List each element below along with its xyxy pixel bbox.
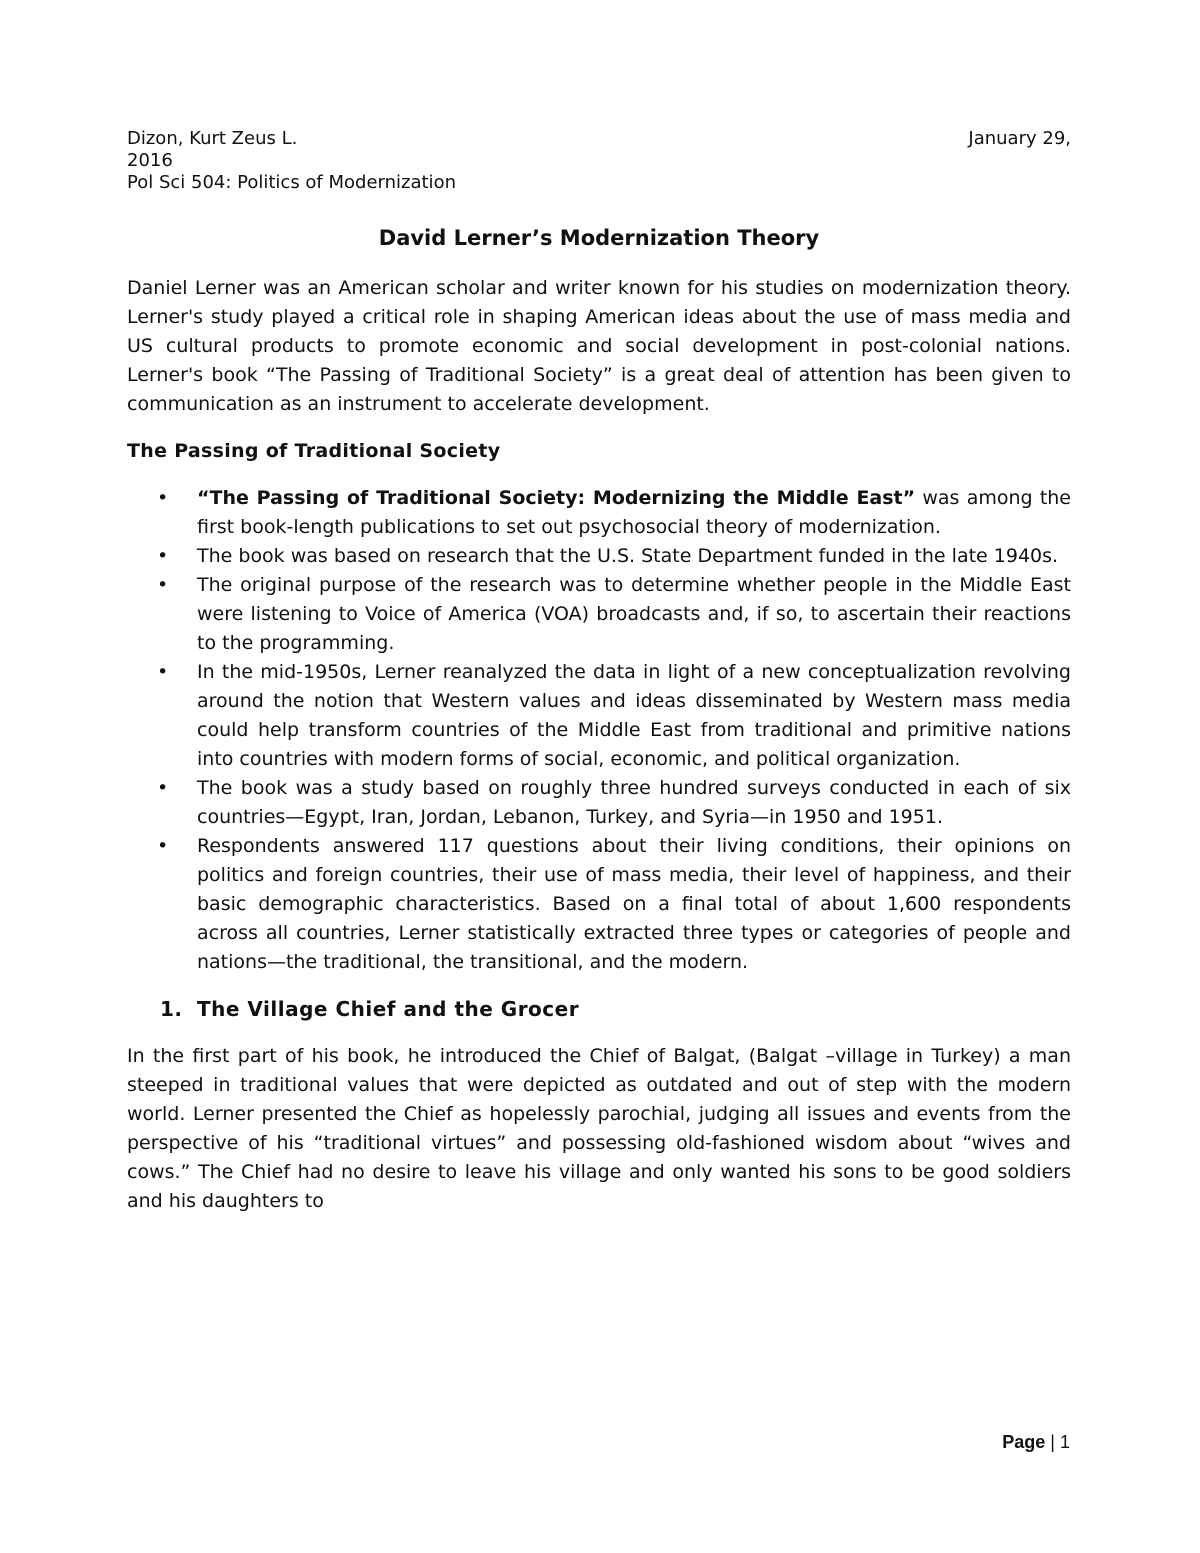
bullet-item	[127, 542, 1071, 571]
bullet-text: In the mid-1950s, Lerner reanalyzed the data in light of a new conceptualization revolving around the notion that Western values and ideas disseminated by Western mass media could help transform countries of the Middle East from traditional and primitive nations into countries with modern forms of social, economic, and political organization.	[197, 661, 1071, 770]
section-heading: The Passing of Traditional Society	[127, 440, 501, 462]
bullet-icon: •	[157, 545, 169, 567]
bullet-text: The book was based on research that the U.S. State Department funded in the late 1940s.	[197, 545, 1059, 567]
bullet-icon: •	[157, 835, 169, 857]
body-paragraph: In the first part of his book, he introduced the Chief of Balgat, (Balgat –village in Turkey) a man steeped in traditional values that were depicted as outdated and out of step with the modern world. Lerner presented the Chief as hopelessly parochial, judging all issues and events from the perspective of his “traditional virtues” and possessing old-fashioned wisdom about “wives and cows.” The Chief had no desire to leave his village and only wanted his sons to be good soldiers and his daughters to	[127, 1045, 1071, 1212]
bullet-icon: •	[157, 777, 169, 799]
bullet-item	[127, 658, 1071, 774]
bullet-icon: •	[157, 574, 169, 596]
date-year: 2016	[127, 150, 173, 171]
page-footer	[1002, 1432, 1070, 1453]
numbered-heading	[160, 995, 1071, 1024]
separator: |	[1050, 1432, 1055, 1452]
document-page	[127, 128, 1071, 1216]
document-header	[127, 128, 1071, 194]
heading-text: The Village Chief and the Grocer	[197, 997, 580, 1021]
bullet-item	[127, 832, 1071, 977]
bullet-bold-text: “The Passing of Traditional Society: Modernizing the Middle East”	[197, 487, 916, 509]
author: Dizon, Kurt Zeus L.	[127, 128, 298, 149]
date: January 29,	[968, 128, 1071, 149]
bullet-item	[127, 774, 1071, 832]
page-label: Page	[1002, 1432, 1046, 1452]
bullet-icon: •	[157, 661, 169, 683]
bullet-item	[127, 571, 1071, 658]
bullet-text: was among the first book-length publications to set out psychosocial theory of modernization.	[197, 487, 1071, 538]
bullet-item	[127, 484, 1071, 542]
bullet-text: The original purpose of the research was to determine whether people in the Middle East were listening to Voice of America (VOA) broadcasts and, if so, to ascertain their reactions to the programming.	[197, 574, 1071, 654]
bullet-text: Respondents answered 117 questions about their living conditions, their opinions on politics and foreign countries, their use of mass media, their level of happiness, and their basic demographic characteristics. Based on a final total of about 1,600 respondents across all countries, Lerner statistically extracted three types or categories of people and nations—the traditional, the transitional, and the modern.	[197, 835, 1071, 973]
course: Pol Sci 504: Politics of Modernization	[127, 172, 456, 193]
heading-number: 1.	[160, 997, 183, 1021]
page-number: 1	[1059, 1432, 1070, 1452]
document-title: David Lerner’s Modernization Theory	[378, 226, 820, 250]
bullet-text: The book was a study based on roughly three hundred surveys conducted in each of six countries—Egypt, Iran, Jordan, Lebanon, Turkey, and Syria—in 1950 and 1951.	[197, 777, 1071, 828]
bullet-list	[127, 484, 1071, 977]
intro-paragraph: Daniel Lerner was an American scholar and writer known for his studies on modernization theory. Lerner's study played a critical role in shaping American ideas about the use of mass media and US cultural products to promote economic and social development in post-colonial nations. Lerner's book “The Passing of Traditional Society” is a great deal of attention has been given to communication as an instrument to accelerate development.	[127, 277, 1071, 415]
bullet-icon: •	[157, 487, 169, 509]
